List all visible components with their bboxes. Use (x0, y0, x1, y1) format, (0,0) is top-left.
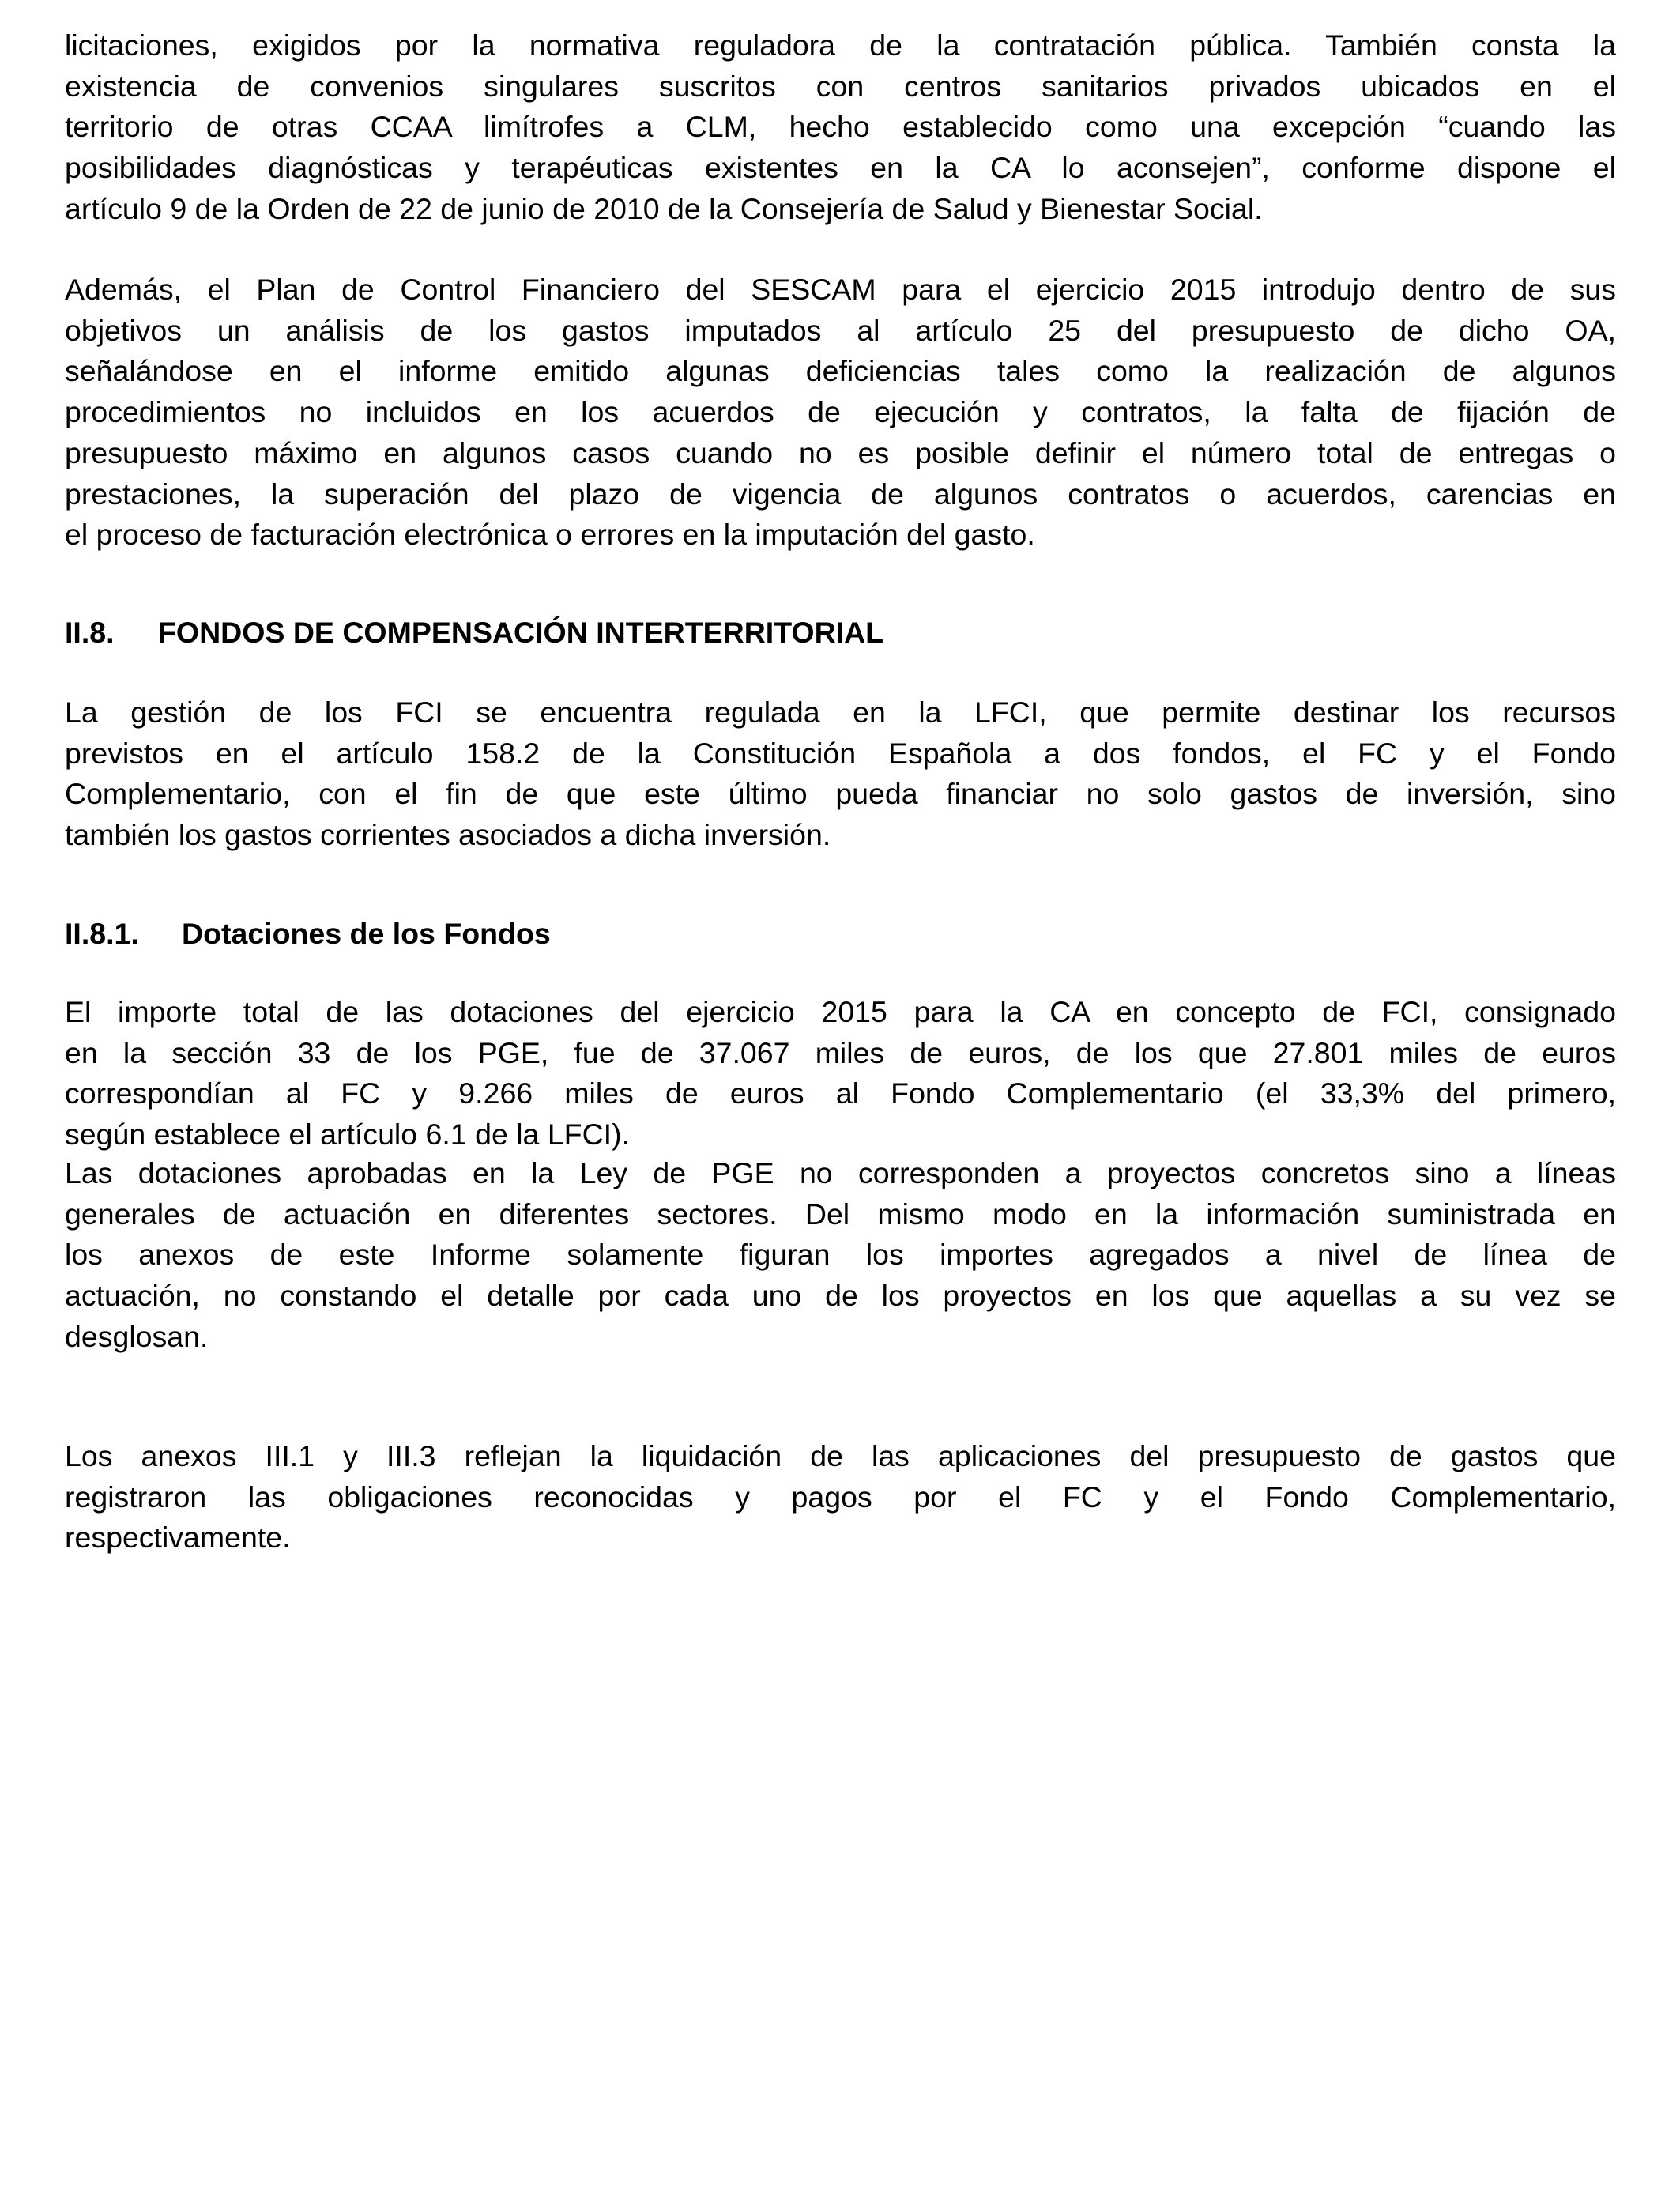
paragraph-4 (65, 992, 1616, 1155)
text-line: según establece el artículo 6.1 de la LFCI). (65, 1118, 630, 1152)
text-line: procedimientos no incluidos en los acuerdos de ejecución y contratos, la falta de fijación de (65, 395, 1616, 429)
text-line: La gestión de los FCI se encuentra regulada en la LFCI, que permite destinar los recursos (65, 696, 1616, 729)
text-line: artículo 9 de la Orden de 22 de junio de 2010 de la Consejería de Salud y Bienestar Social. (65, 191, 1263, 225)
section-heading-ii-8-1 (65, 914, 551, 955)
heading-number: II.8.1. (65, 917, 139, 950)
text-line: presupuesto máximo en algunos casos cuando no es posible definir el número total de entregas o (65, 435, 1616, 469)
paragraph-6 (65, 1436, 1616, 1559)
text-line: licitaciones, exigidos por la normativa reguladora de la contratación pública. También consta la (65, 28, 1616, 62)
heading-title: Dotaciones de los Fondos (182, 917, 551, 950)
text-line: posibilidades diagnósticas y terapéuticas existentes en la CA lo aconsejen”, conforme dispone el (65, 151, 1616, 185)
text-line: objetivos un análisis de los gastos imputados al artículo 25 del presupuesto de dicho OA, (65, 313, 1616, 347)
text-line: Los anexos III.1 y III.3 reflejan la liquidación de las aplicaciones del presupuesto de gastos que (65, 1439, 1616, 1472)
text-line: registraron las obligaciones reconocidas y pagos por el FC y el Fondo Complementario, (65, 1480, 1616, 1514)
text-line: Las dotaciones aprobadas en la Ley de PGE no corresponden a proyectos concretos sino a líneas (65, 1156, 1616, 1189)
section-heading-ii-8 (65, 613, 883, 654)
text-line: generales de actuación en diferentes sectores. Del mismo modo en la información suministrada en (65, 1197, 1616, 1231)
heading-title: FONDOS DE COMPENSACIÓN INTERTERRITORIAL (158, 616, 884, 649)
paragraph-5 (65, 1153, 1616, 1358)
paragraph-2 (65, 270, 1616, 556)
text-line: correspondían al FC y 9.266 miles de euros al Fondo Complementario (el 33,3% del primero, (65, 1076, 1616, 1110)
paragraph-3 (65, 692, 1616, 856)
text-line: actuación, no constando el detalle por cada uno de los proyectos en los que aquellas a su vez se (65, 1279, 1616, 1313)
text-line: El importe total de las dotaciones del ejercicio 2015 para la CA en concepto de FCI, consignado (65, 995, 1616, 1028)
text-line: respectivamente. (65, 1521, 291, 1555)
text-line: previstos en el artículo 158.2 de la Constitución Española a dos fondos, el FC y el Fondo (65, 736, 1616, 770)
text-line: desglosan. (65, 1319, 209, 1353)
text-line: en la sección 33 de los PGE, fue de 37.067 miles de euros, de los que 27.801 miles de euros (65, 1035, 1616, 1069)
text-line: Complementario, con el fin de que este último pueda financiar no solo gastos de inversión, sino (65, 777, 1616, 811)
text-line: los anexos de este Informe solamente figuran los importes agregados a nivel de línea de (65, 1238, 1616, 1272)
text-line: también los gastos corrientes asociados a dicha inversión. (65, 818, 831, 852)
text-line: el proceso de facturación electrónica o errores en la imputación del gasto. (65, 518, 1035, 552)
paragraph-1 (65, 25, 1616, 230)
heading-number: II.8. (65, 616, 115, 649)
text-line: territorio de otras CCAA limítrofes a CLM, hecho establecido como una excepción “cuando las (65, 110, 1616, 144)
text-line: existencia de convenios singulares suscritos con centros sanitarios privados ubicados en el (65, 69, 1616, 103)
text-line: prestaciones, la superación del plazo de vigencia de algunos contratos o acuerdos, carencias en (65, 477, 1616, 511)
text-line: Además, el Plan de Control Financiero del SESCAM para el ejercicio 2015 introdujo dentro de sus (65, 273, 1616, 306)
text-line: señalándose en el informe emitido algunas deficiencias tales como la realización de algunos (65, 354, 1616, 388)
